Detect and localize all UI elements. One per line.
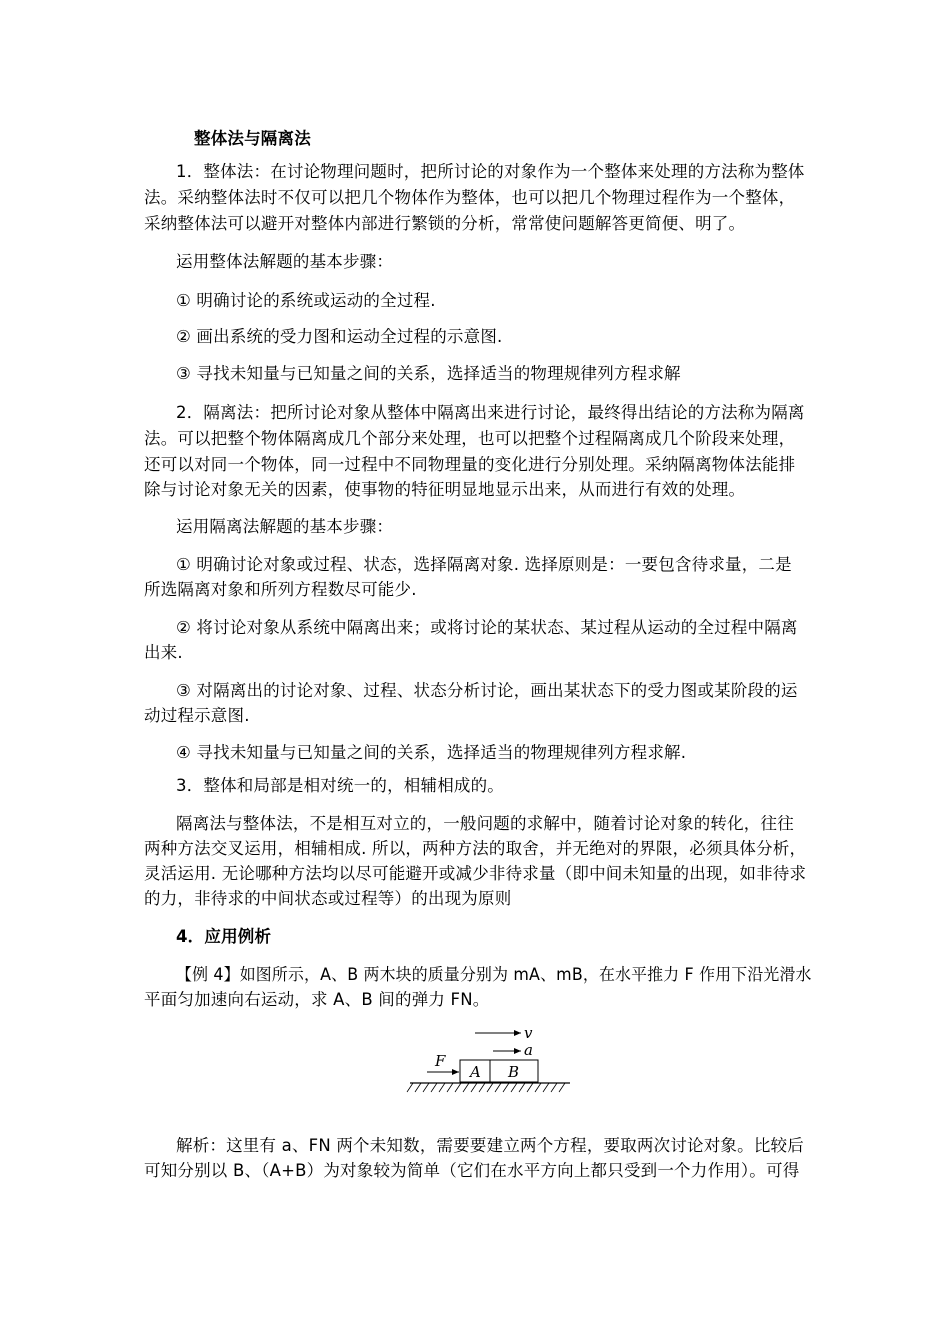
force-label: F (435, 1052, 446, 1070)
blocks-diagram (405, 1022, 585, 1100)
text-line: ③ 对隔离出的讨论对象、过程、状态分析讨论，画出某状态下的受力图或某阶段的运 (176, 681, 798, 700)
section-heading: 整体法与隔离法 (194, 129, 311, 148)
text-line: ② 画出系统的受力图和运动全过程的示意图. (176, 327, 503, 346)
text-line: ① 明确讨论对象或过程、状态，选择隔离对象. 选择原则是：一要包含待求量，二是 (176, 555, 792, 574)
text-line: 灵活运用. 无论哪种方法均以尽可能避开或减少非待求量（即中间未知量的出现，如非待求 (144, 864, 807, 883)
example-heading: 4．应用例析 (176, 927, 272, 946)
text-line: ③ 寻找未知量与已知量之间的关系，选择适当的物理规律列方程求解 (176, 364, 681, 383)
text-line: ② 将讨论对象从系统中隔离出来；或将讨论的某状态、某过程从运动的全过程中隔离 (176, 618, 798, 637)
text-line: 隔离法与整体法，不是相互对立的，一般问题的求解中，随着讨论对象的转化，往往 (176, 814, 794, 833)
text-line: 【例 4】如图所示，A、B 两木块的质量分别为 mA、mB，在水平推力 F 作用下沿光滑水 (176, 965, 812, 984)
text-line: 法。可以把整个物体隔离成几个部分来处理，也可以把整个过程隔离成几个阶段来处理， (144, 429, 796, 448)
text-line: 所选隔离对象和所列方程数尽可能少. (144, 580, 417, 599)
text-line: 3．整体和局部是相对统一的，相辅相成的。 (176, 776, 504, 795)
text-line: 两种方法交叉运用，相辅相成. 所以，两种方法的取舍，并无绝对的界限，必须具体分析， (144, 839, 807, 858)
text-line: 还可以对同一个物体，同一过程中不同物理量的变化进行分别处理。采纳隔离物体法能排 (144, 455, 796, 474)
text-line: 可知分别以 B、（A+B）为对象较为简单（它们在水平方向上都只受到一个力作用）。可得 (144, 1161, 800, 1180)
text-line: ① 明确讨论的系统或运动的全过程. (176, 291, 436, 310)
block-b-label: B (508, 1063, 520, 1081)
text-line: 的力，非待求的中间状态或过程等）的出现为原则 (144, 889, 512, 908)
velocity-label: v (524, 1024, 533, 1042)
block-a-label: A (470, 1063, 481, 1081)
text-line: 解析：这里有 a、FN 两个未知数，需要要建立两个方程，要取两次讨论对象。比较后 (176, 1136, 804, 1155)
text-line: 2．隔离法：把所讨论对象从整体中隔离出来进行讨论，最终得出结论的方法称为隔离 (176, 403, 805, 422)
acceleration-label: a (524, 1041, 533, 1059)
text-line: 法。采纳整体法时不仅可以把几个物体作为整体，也可以把几个物理过程作为一个整体， (144, 188, 796, 207)
text-line: 采纳整体法可以避开对整体内部进行繁锁的分析，常常使问题解答更简便、明了。 (144, 214, 746, 233)
text-line: 运用整体法解题的基本步骤： (176, 252, 394, 271)
ground-hatching (407, 1083, 565, 1092)
text-line: 除与讨论对象无关的因素，使事物的特征明显地显示出来，从而进行有效的处理。 (144, 480, 746, 499)
text-line: ④ 寻找未知量与已知量之间的关系，选择适当的物理规律列方程求解. (176, 743, 687, 762)
text-line: 平面匀加速向右运动，求 A、B 间的弹力 FN。 (144, 990, 490, 1009)
text-line: 运用隔离法解题的基本步骤： (176, 517, 394, 536)
text-line: 出来. (144, 643, 183, 662)
text-line: 1．整体法：在讨论物理问题时，把所讨论的对象作为一个整体来处理的方法称为整体 (176, 162, 805, 181)
text-line: 动过程示意图. (144, 706, 250, 725)
